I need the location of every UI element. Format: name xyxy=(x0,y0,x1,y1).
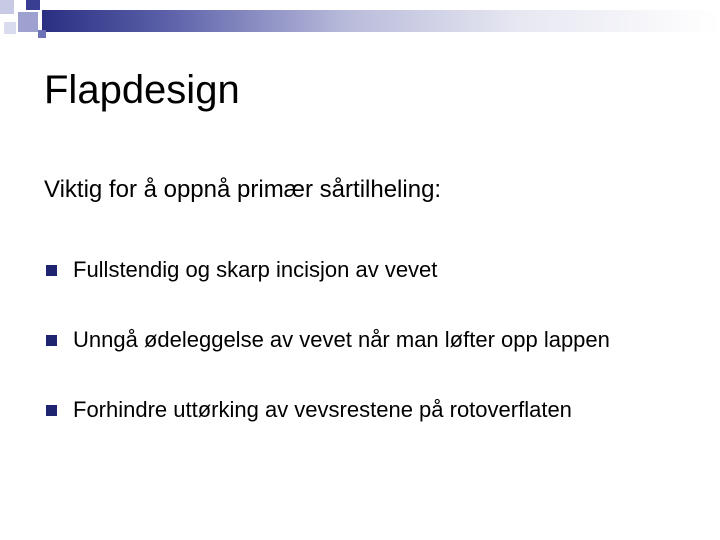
bullet-item xyxy=(44,322,610,358)
decorative-square xyxy=(4,22,16,34)
square-bullet-icon xyxy=(46,335,57,346)
bullet-text: Fullstendig og skarp incisjon av vevet xyxy=(73,257,438,282)
decorative-square xyxy=(0,0,14,14)
decorative-square xyxy=(18,12,38,32)
decorative-square xyxy=(26,0,40,10)
header-decoration xyxy=(0,0,720,46)
bullet-list xyxy=(44,252,610,462)
slide-title: Flapdesign xyxy=(44,68,240,112)
square-bullet-icon xyxy=(46,265,57,276)
decorative-square xyxy=(38,30,46,38)
square-bullet-icon xyxy=(46,405,57,416)
header-gradient-bar xyxy=(42,10,720,32)
bullet-item xyxy=(44,392,610,428)
slide-subtitle: Viktig for å oppnå primær sårtilheling: xyxy=(44,176,442,203)
bullet-text: Forhindre uttørking av vevsrestene på rotoverflaten xyxy=(73,397,572,422)
bullet-item xyxy=(44,252,610,288)
bullet-text: Unngå ødeleggelse av vevet når man løfter opp lappen xyxy=(73,327,610,352)
